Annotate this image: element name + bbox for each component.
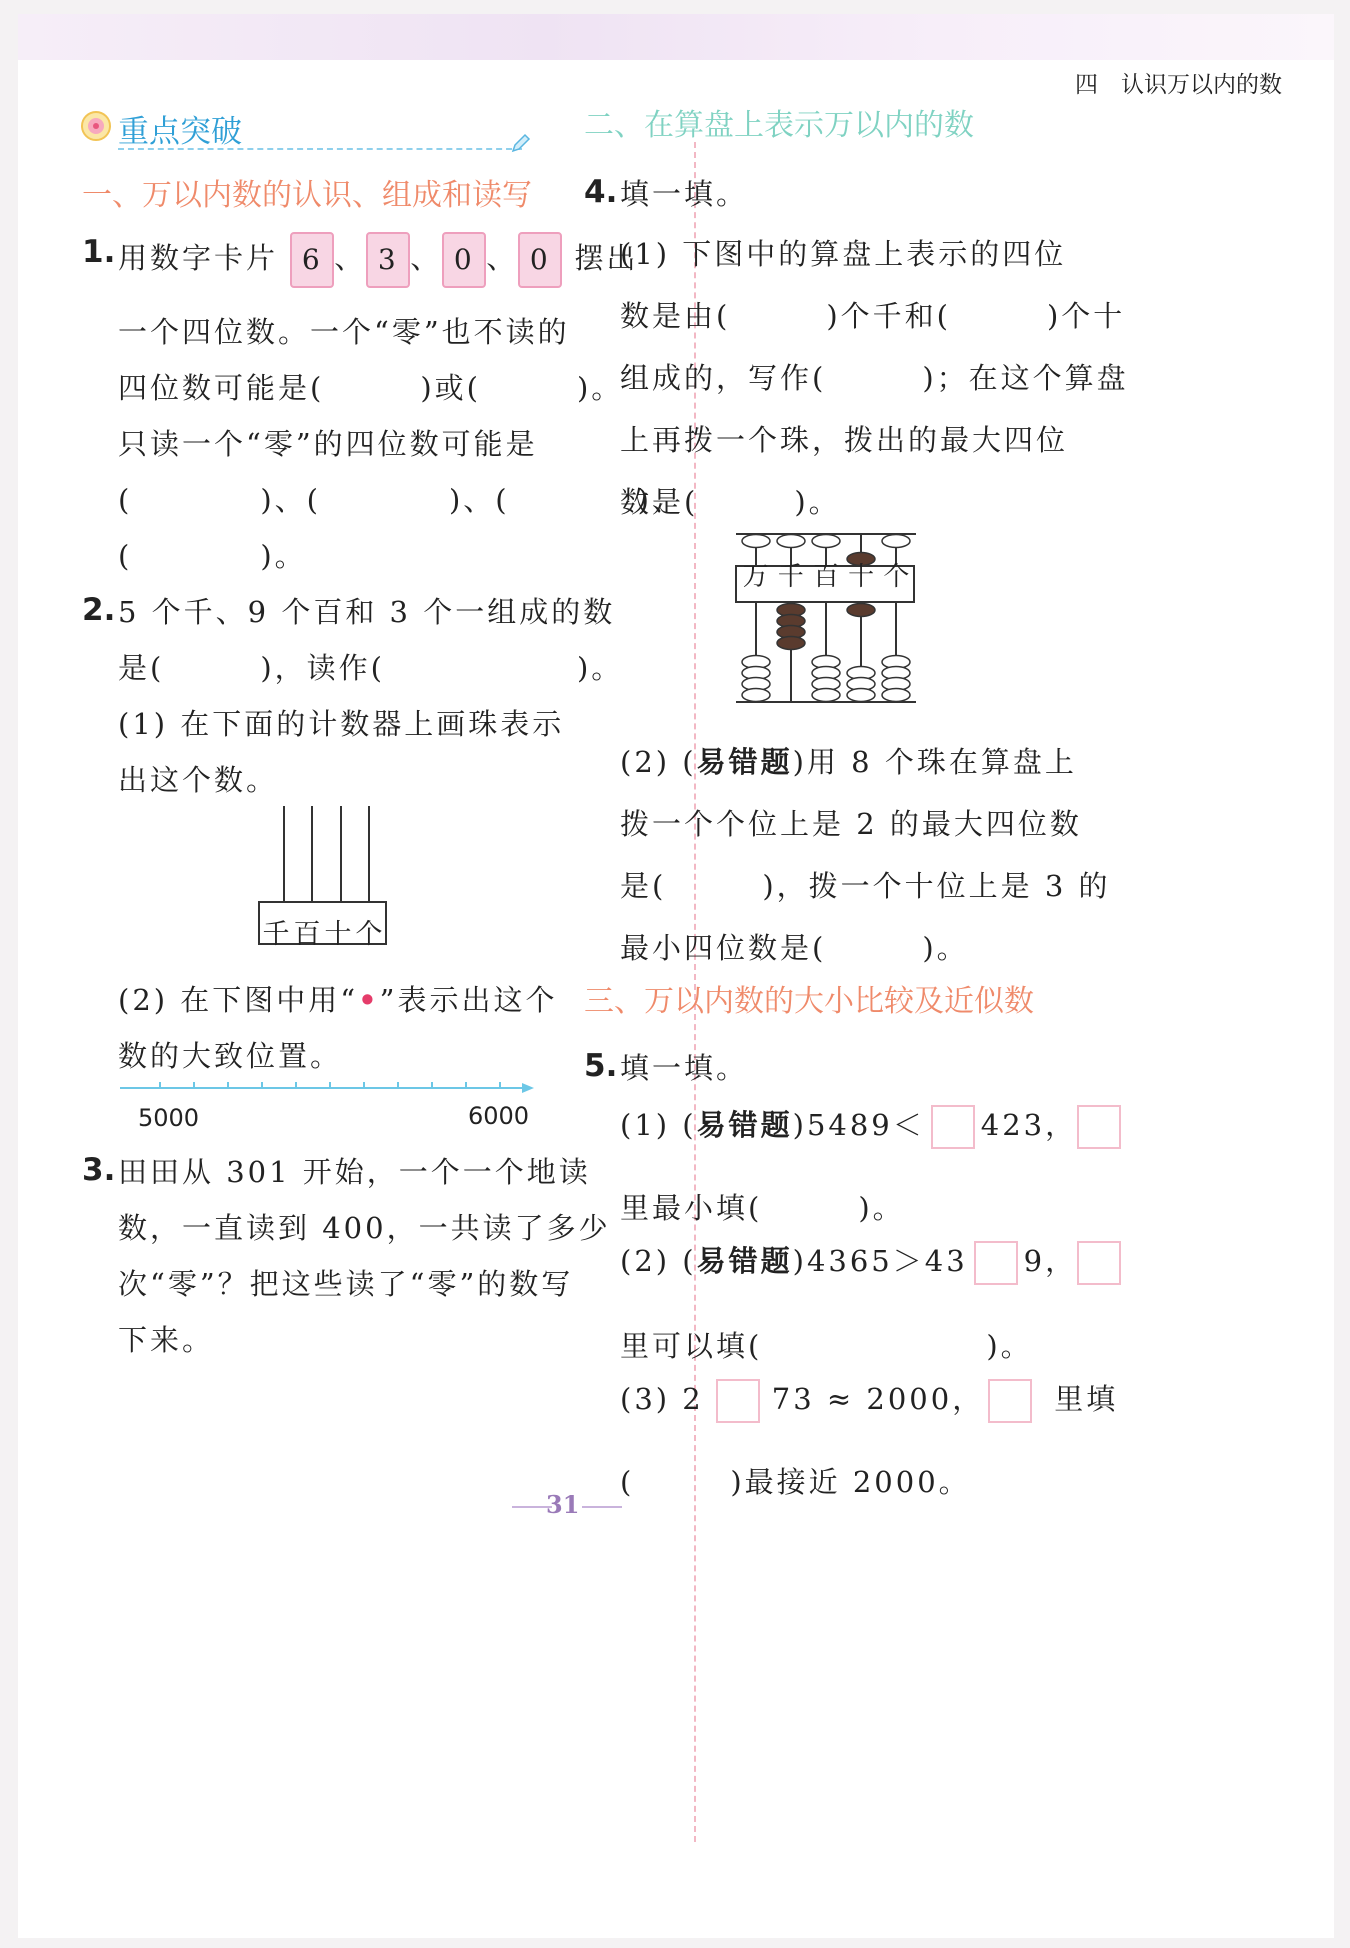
- target-icon: [78, 108, 114, 144]
- q1-separator: 、: [486, 241, 519, 275]
- q5-sub1-mid: )5489＜: [792, 1108, 925, 1142]
- q2-part2-pre: (2) 在下图中用“: [118, 983, 359, 1017]
- abacus-bead: [777, 535, 805, 548]
- abacus-bead: [882, 689, 910, 702]
- q2-part2-line2: 数的大致位置。: [118, 1039, 343, 1073]
- blank-box[interactable]: [716, 1379, 760, 1423]
- q5-sub3-line2: ( )最接近 2000。: [620, 1465, 971, 1499]
- q5-number: 5.: [584, 1048, 618, 1084]
- q2-part1-line1: (1) 在下面的计数器上画珠表示: [118, 707, 565, 741]
- textbook-page: [18, 14, 1334, 1938]
- q5-sub1-post: 423，: [980, 1108, 1078, 1142]
- q4-part1-line1: (1) 下图中的算盘上表示的四位: [620, 237, 1067, 271]
- q4-number: 4.: [584, 174, 618, 210]
- q4-part1-line4: 上再拨一个珠，拨出的最大四位: [620, 423, 1069, 457]
- key-points-underline: [118, 148, 522, 150]
- q1-line3: 四位数可能是( )或( )。: [118, 371, 624, 405]
- abacus-bead: [742, 689, 770, 702]
- chapter-header: 四 认识万以内的数: [1075, 72, 1282, 98]
- q5-sub3-pre: (3) 2: [620, 1382, 704, 1416]
- q4-part2-line1: [620, 740, 1077, 781]
- q3-line1: 田田从 301 开始，一个一个地读: [118, 1155, 591, 1189]
- pencil-icon: [510, 132, 532, 154]
- blank-box: [988, 1379, 1032, 1423]
- page-number: 31: [546, 1490, 580, 1519]
- counting-frame-labels: 千百十个: [262, 919, 387, 950]
- abacus-labels: [738, 556, 914, 593]
- abacus-bead-active: [847, 604, 875, 617]
- abacus-label-ge: 个: [883, 562, 910, 592]
- digit-card: 0: [518, 232, 562, 288]
- q1-prefix: 用数字卡片: [118, 241, 279, 275]
- q2-line2: 是( )，读作( )。: [118, 651, 624, 685]
- q3-line4: 下来。: [118, 1323, 215, 1357]
- q5-title: 填一填。: [620, 1051, 749, 1085]
- q4-part2-line2: 拨一个个位上是 2 的最大四位数: [620, 807, 1082, 841]
- q5-sub2-pre: (2) (: [620, 1244, 697, 1278]
- q1-number: 1.: [82, 234, 116, 270]
- blank-box: [1077, 1241, 1121, 1285]
- blank-box[interactable]: [974, 1241, 1018, 1285]
- q5-sub3-post: 里填: [1054, 1382, 1119, 1416]
- q1-line6: ( )。: [118, 539, 307, 573]
- abacus-bead: [812, 535, 840, 548]
- q5-sub2-mid: )4365＞43: [792, 1244, 968, 1278]
- q5-sub3-mid: 73 ≈ 2000，: [771, 1382, 985, 1416]
- error-prone-tag: 易错题: [696, 1108, 793, 1142]
- section3-title: 三、万以内数的大小比较及近似数: [584, 984, 1034, 1019]
- q4-title: 填一填。: [620, 177, 749, 211]
- q2-number: 2.: [82, 592, 116, 628]
- abacus-label-wan: 万: [742, 562, 769, 592]
- abacus-bead-active: [777, 637, 805, 650]
- q4-part1-line2: 数是由( )个千和( )个十: [620, 299, 1126, 333]
- q5-sub2-line1: [620, 1236, 1121, 1286]
- q5-sub1-line2: 里最小填( )。: [620, 1191, 905, 1225]
- q4-part1-line5: 数是( )。: [620, 485, 841, 519]
- q2-part2-post: ”表示出这个: [379, 983, 558, 1017]
- q5-sub3-line1: [620, 1374, 1118, 1424]
- q2-part2-line1: [118, 978, 558, 1019]
- footer-rule-right: [582, 1506, 622, 1508]
- q4-part2-line3: 是( )，拨一个十位上是 3 的: [620, 869, 1111, 903]
- blank-box[interactable]: [931, 1105, 975, 1149]
- q1-line1: [118, 232, 639, 288]
- number-line-end: 6000: [468, 1102, 530, 1130]
- error-prone-tag: 易错题: [696, 745, 793, 779]
- q4-part1-line3: 组成的，写作( )；在这个算盘: [620, 361, 1129, 395]
- digit-card: 0: [442, 232, 486, 288]
- q2-line1: 5 个千、9 个百和 3 个一组成的数: [118, 595, 616, 629]
- q5-sub1-pre: (1) (: [620, 1108, 697, 1142]
- q1-line5: ( )、( )、( )、: [118, 483, 684, 517]
- digit-card: 6: [290, 232, 334, 288]
- q1-line4: 只读一个“零”的四位数可能是: [118, 427, 538, 461]
- q2-part1-line2: 出这个数。: [118, 763, 279, 797]
- abacus-label-shi: 十: [848, 562, 875, 592]
- q4-part2-line4: 最小四位数是( )。: [620, 931, 969, 965]
- q3-line2: 数，一直读到 400，一共读了多少: [118, 1211, 611, 1245]
- abacus-bead: [847, 689, 875, 702]
- abacus-bead: [742, 535, 770, 548]
- abacus-label-bai: 百: [812, 562, 839, 592]
- abacus-label-qian: 千: [777, 562, 804, 592]
- number-line-start: 5000: [138, 1104, 200, 1132]
- blank-box: [1077, 1105, 1121, 1149]
- abacus-bead: [882, 535, 910, 548]
- q3-number: 3.: [82, 1152, 116, 1188]
- abacus-bead: [812, 689, 840, 702]
- error-prone-tag: 易错题: [696, 1244, 793, 1278]
- key-points-title: 重点突破: [118, 114, 242, 150]
- q1-line2: 一个四位数。一个“零”也不读的: [118, 315, 570, 349]
- q4-part2-post: )用 8 个珠在算盘上: [792, 745, 1077, 779]
- q1-separator: 、: [334, 241, 367, 275]
- section1-title: 一、万以内数的认识、组成和读写: [82, 178, 532, 213]
- section2-title: 二、在算盘上表示万以内的数: [584, 108, 974, 143]
- q5-sub2-post: 9，: [1023, 1244, 1078, 1278]
- top-decoration-band: [18, 14, 1334, 60]
- q4-part2-pre: (2) (: [620, 745, 697, 779]
- number-line: [118, 1074, 538, 1104]
- dot-marker-icon: •: [358, 983, 380, 1017]
- q1-separator: 、: [410, 241, 443, 275]
- digit-card: 3: [366, 232, 410, 288]
- q5-sub2-line2: 里可以填( )。: [620, 1329, 1033, 1363]
- q1-suffix: 摆出: [574, 241, 639, 275]
- q3-line3: 次“零”？把这些读了“零”的数写: [118, 1267, 574, 1301]
- q5-sub1-line1: [620, 1100, 1121, 1150]
